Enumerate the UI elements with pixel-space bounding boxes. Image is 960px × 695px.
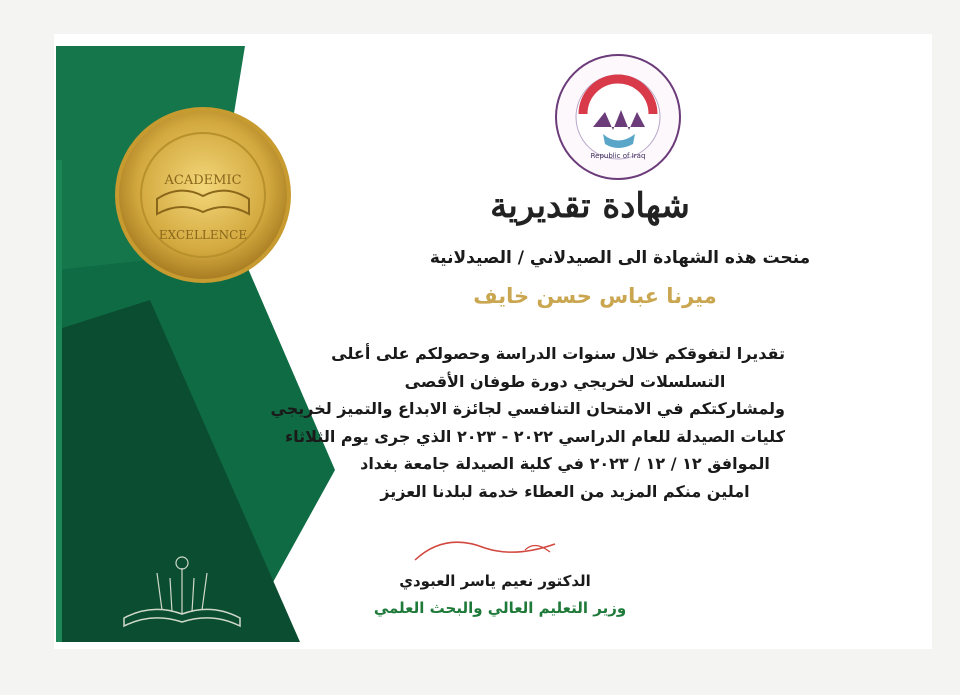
book-emblem-icon — [112, 548, 252, 634]
recipient-name: ميرنا عباس حسن خايف — [473, 284, 717, 308]
seal-top-text: ACADEMIC — [164, 173, 242, 188]
ribbon-thin-edge — [56, 160, 62, 642]
body-line: الموافق ١٢ / ١٢ / ٢٠٢٣ في كلية الصيدلة جامعة بغداد — [360, 454, 770, 473]
body-line: تقديرا لتفوقكم خلال سنوات الدراسة وحصولكم على أعلى — [331, 344, 785, 363]
body-line: التسلسلات لخريجي دورة طوفان الأقصى — [404, 371, 726, 391]
certificate-body — [270, 340, 785, 505]
granted-to-line: منحت هذه الشهادة الى الصيدلاني / الصيدلانية — [429, 248, 811, 268]
body-line: كليات الصيدلة للعام الدراسي ٢٠٢٢ - ٢٠٢٣ الذي جرى يوم الثلاثاء — [284, 426, 785, 446]
body-line: ولمشاركتكم في الامتحان التنافسي لجائزة الابداع والتميز لخريجي — [270, 399, 785, 418]
logo-country-text: Republic of Iraq — [590, 152, 646, 160]
signer-title: وزير التعليم العالي والبحث العلمي — [373, 599, 627, 617]
handwritten-signature — [405, 530, 565, 570]
seal-bottom-text: EXCELLENCE — [158, 228, 248, 242]
body-line: املين منكم المزيد من العطاء خدمة لبلدنا العزيز — [380, 481, 750, 501]
certificate-title: شهادة تقديرية — [490, 186, 690, 226]
signer-name: الدكتور نعيم ياسر العبودي — [399, 572, 591, 590]
academic-excellence-seal — [112, 104, 294, 286]
ministry-logo — [553, 52, 683, 182]
